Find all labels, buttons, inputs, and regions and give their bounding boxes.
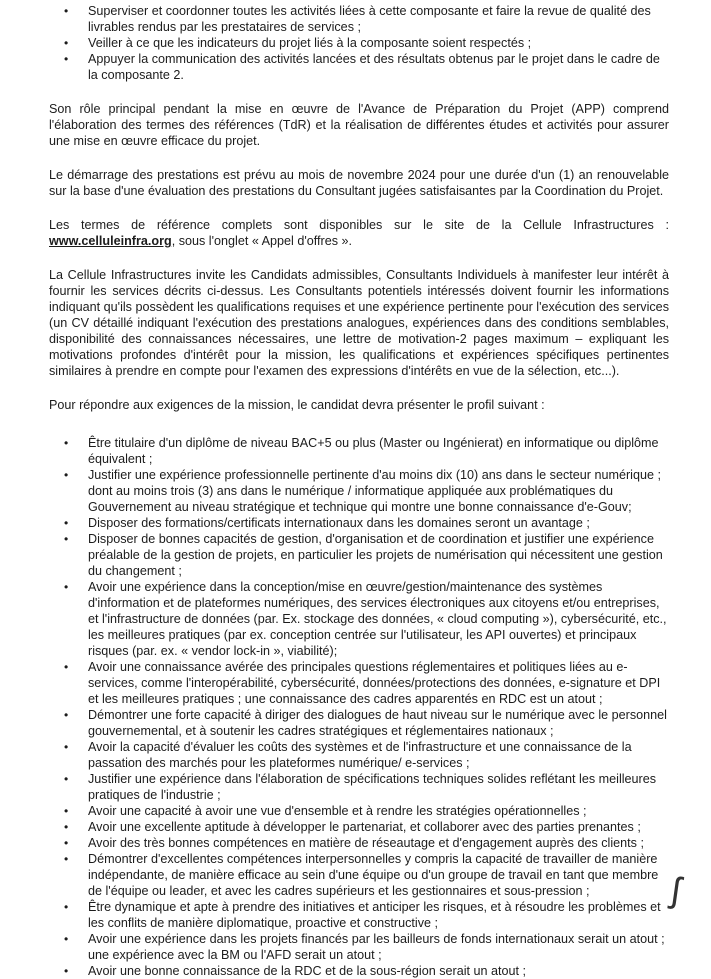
- list-item-text: Appuyer la communication des activités lancées et des résultats obtenus par le projet dans le cadre de la composante 2.: [88, 52, 660, 82]
- list-item: [49, 707, 669, 739]
- bullet-icon: •: [64, 660, 69, 674]
- list-item-text: Veiller à ce que les indicateurs du projet liés à la composante soient respectés ;: [88, 36, 532, 50]
- list-item-text: Disposer des formations/certificats internationaux dans les domaines seront un avantage ;: [88, 516, 590, 530]
- list-item-text: Être dynamique et apte à prendre des initiatives et anticiper les risques, et à résoudre les problèmes et les conflits de manière diplomatique, proactive et constructive ;: [88, 900, 661, 930]
- list-item-text: Avoir une capacité à avoir une vue d'ensemble et à rendre les stratégies opérationnelles ;: [88, 804, 587, 818]
- list-item-text: Superviser et coordonner toutes les activités liées à cette composante et faire la revue de qualité des livrables rendus par les prestataires de services ;: [88, 4, 651, 34]
- handwritten-initial: ʃ: [669, 868, 683, 911]
- list-item: [49, 819, 669, 835]
- list-item-text: Avoir des très bonnes compétences en matière de réseautage et d'engagement auprès des clients ;: [88, 836, 644, 850]
- celluleinfra-link[interactable]: www.celluleinfra.org: [49, 234, 172, 248]
- list-item: [49, 51, 669, 83]
- list-item-text: Avoir une connaissance avérée des principales questions réglementaires et politiques liées au e-services, comme l'interopérabilité, cybersécurité, données/protections des données, e-signature et DPI et les meilleures pratiques ; une connaissance des cadres apparentés en RDC est un atout ;: [88, 660, 661, 706]
- list-item-text: Démontrer d'excellentes compétences interpersonnelles y compris la capacité de travailler de manière indépendante, de manière efficace au sein d'une équipe ou d'un groupe de travail en tant que membre de l'équipe ou leader, et avec les cadres supérieurs et les gestionnaires et sous-pression ;: [88, 852, 659, 898]
- bullet-icon: •: [64, 52, 69, 66]
- bullet-icon: •: [64, 436, 69, 450]
- bullet-icon: •: [64, 932, 69, 946]
- list-item: [49, 35, 669, 51]
- list-item-text: Avoir une excellente aptitude à développer le partenariat, et collaborer avec des parties prenantes ;: [88, 820, 641, 834]
- paragraph-invitation: La Cellule Infrastructures invite les Candidats admissibles, Consultants Individuels à manifester leur intérêt à fournir les services décrits ci-dessus. Les Consultants potentiels intéressés doivent fournir les informations indiquant qu'ils possèdent les qualifications requises et une expérience pertinente pour l'exécution des services (un CV détaillé indiquant l'exécution des prestations analogues, expériences dans des conditions semblables, disponibilité des connaissances nécessaires, une lettre de motivation-2 pages maximum – expliquant les motivations profondes d'intérêt pour la mission, les qualifications et expériences spécifiques pertinentes similaires à prendre en compte pour l'examen des expressions d'intérêts en vue de la sélection, etc...).: [49, 268, 669, 378]
- bullet-icon: •: [64, 708, 69, 722]
- list-item: [49, 739, 669, 771]
- list-item-text: Justifier une expérience dans l'élaboration de spécifications techniques solides reflétant les meilleures pratiques de l'industrie ;: [88, 772, 657, 802]
- list-item-text: Disposer de bonnes capacités de gestion, d'organisation et de coordination et justifier une expérience préalable de la gestion de projets, en particulier les projets de numérisation qui nécessitent une gestion du changement ;: [88, 532, 663, 578]
- component-duties-list: [49, 3, 669, 83]
- list-item: [49, 531, 669, 579]
- list-item-text: Avoir la capacité d'évaluer les coûts des systèmes et de l'infrastructure et une connaissance de la passation des marchés pour les plateformes numérique/ e-services ;: [88, 740, 632, 770]
- bullet-icon: •: [64, 740, 69, 754]
- bullet-icon: •: [64, 532, 69, 546]
- bullet-icon: •: [64, 820, 69, 834]
- tdr-text-after: , sous l'onglet « Appel d'offres ».: [171, 234, 353, 248]
- bullet-icon: •: [64, 516, 69, 530]
- list-item: [49, 931, 669, 963]
- bullet-icon: •: [64, 900, 69, 914]
- paragraph-tdr-availability: [49, 217, 669, 249]
- list-item: [49, 579, 669, 659]
- list-item: [49, 435, 669, 467]
- document-body: [49, 3, 669, 979]
- list-item: [49, 771, 669, 803]
- bullet-icon: •: [64, 964, 69, 978]
- paragraph-start-date: Le démarrage des prestations est prévu au mois de novembre 2024 pour une durée d'un (1) an renouvelable sur la base d'une évaluation des prestations du Consultant jugées satisfaisantes par la Coordination du Projet.: [49, 168, 669, 198]
- list-item-text: Être titulaire d'un diplôme de niveau BAC+5 ou plus (Master ou Ingénierat) en informatique ou diplôme équivalent ;: [88, 436, 659, 466]
- bullet-icon: •: [64, 4, 69, 18]
- bullet-icon: •: [64, 772, 69, 786]
- bullet-icon: •: [64, 580, 69, 594]
- list-item-text: Avoir une expérience dans les projets financés par les bailleurs de fonds internationaux serait un atout ; une expérience avec la BM ou l'AFD serait un atout ;: [88, 932, 665, 962]
- list-item: [49, 467, 669, 515]
- list-item-text: Avoir une expérience dans la conception/mise en œuvre/gestion/maintenance des systèmes d'information et de plateformes numériques, des services électroniques aux citoyens et/ou entreprises, et l'infrastructure de données (par. Ex. stockage des données, « cloud computing »), cybersécurité, etc., les meilleures pratiques (par ex. conception centrée sur l'utilisateur, les API ouvertes) et principaux risques (par. ex. « vendor lock-in », viabilité);: [88, 580, 667, 658]
- list-item: [49, 963, 669, 979]
- bullet-icon: •: [64, 836, 69, 850]
- list-item: [49, 659, 669, 707]
- list-item-text: Avoir une bonne connaissance de la RDC et de la sous-région serait un atout ;: [88, 964, 527, 978]
- bullet-icon: •: [64, 852, 69, 866]
- bullet-icon: •: [64, 468, 69, 482]
- bullet-icon: •: [64, 804, 69, 818]
- paragraph-profile-intro: Pour répondre aux exigences de la mission, le candidat devra présenter le profil suivant :: [49, 398, 545, 412]
- list-item: [49, 803, 669, 819]
- list-item: [49, 899, 669, 931]
- list-item: [49, 851, 669, 899]
- list-item: [49, 3, 669, 35]
- candidate-profile-list: [49, 435, 669, 979]
- list-item-text: Démontrer une forte capacité à diriger des dialogues de haut niveau sur le numérique avec le personnel gouvernemental, et à soutenir les cadres stratégiques et réglementaires nationaux ;: [88, 708, 667, 738]
- list-item: [49, 515, 669, 531]
- bullet-icon: •: [64, 36, 69, 50]
- list-item: [49, 835, 669, 851]
- paragraph-role: Son rôle principal pendant la mise en œuvre de l'Avance de Préparation du Projet (APP) comprend l'élaboration des termes des références (TdR) et la réalisation de différentes études et activités pour assurer une mise en œuvre efficace du projet.: [49, 102, 669, 148]
- list-item-text: Justifier une expérience professionnelle pertinente d'au moins dix (10) ans dans le secteur numérique ; dont au moins trois (3) ans dans le numérique / informatique appliquée aux problématiques du Gouvernement au niveau stratégique et technique qui montre une bonne connaissance d'e-Gouv;: [88, 468, 661, 514]
- tdr-text-before: Les termes de référence complets sont disponibles sur le site de la Cellule Infrastructures :: [49, 218, 669, 232]
